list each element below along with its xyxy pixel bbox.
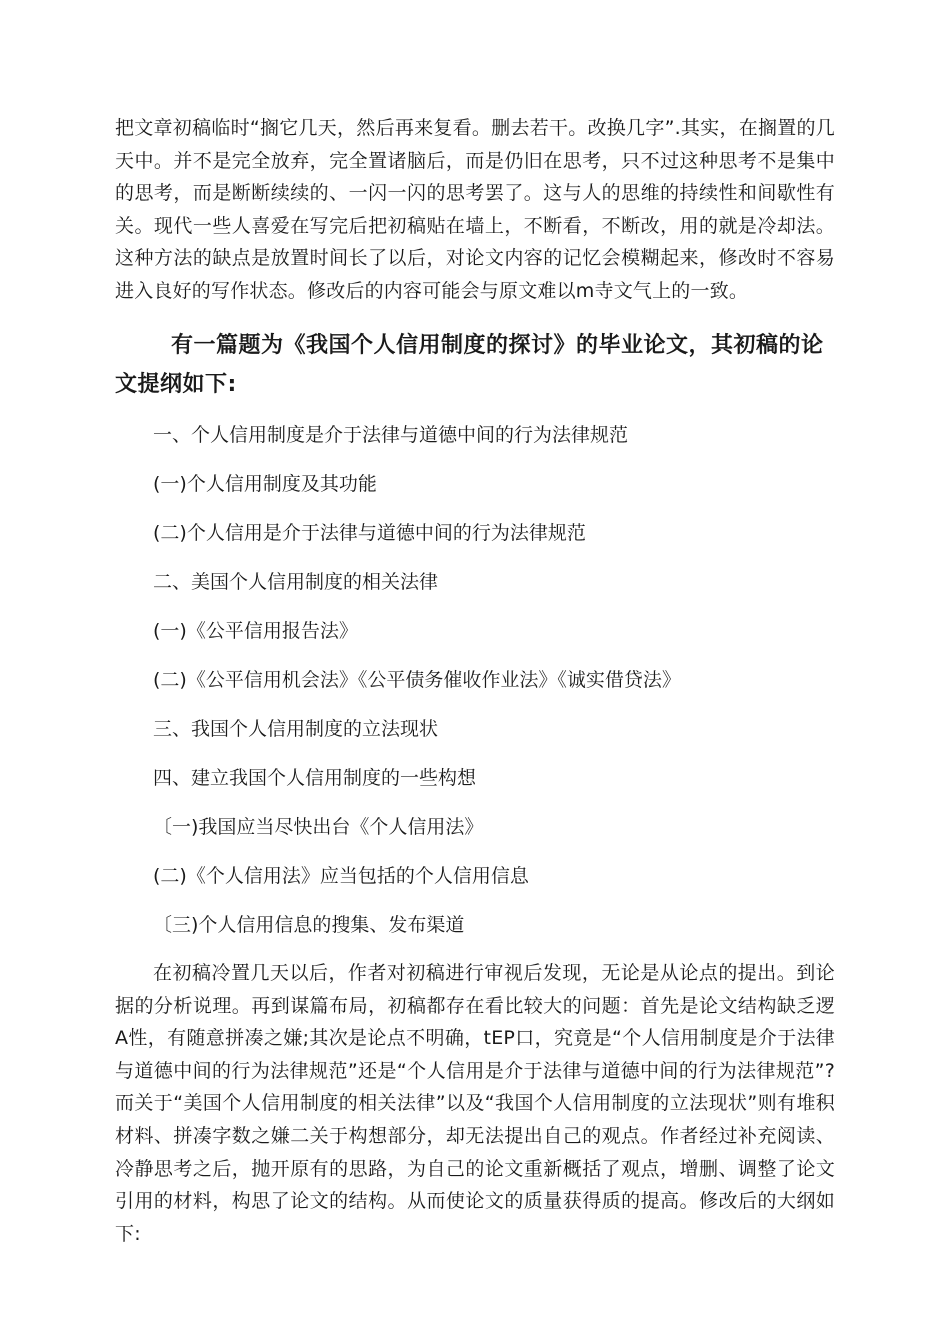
section-heading: 有一篇题为《我国个人信用制度的探讨》的毕业论文，其初稿的论文提纲如下:: [115, 333, 824, 397]
outline-item-1-1: (一)个人信用制度及其功能: [153, 473, 377, 495]
outline-item-2-2: (二)《公平信用机会法》《公平债务催收作业法》《诚实借贷法》: [153, 669, 681, 691]
outline-item-1-2: (二)个人信用是介于法律与道德中间的行为法律规范: [153, 522, 586, 544]
outline-item-4-2: (二)《个人信用法》应当包括的个人信用信息: [153, 865, 529, 887]
intro-paragraph: 把文章初稿临时“搁它几天，然后再来复看。删去若干。改换几字”.其实，在搁置的几天中。并不是完全放弃，完全置诸脑后，而是仍旧在思考，只不过这种思考不是集中的思考，而是断断续续的、一闪一闪的思考罢了。这与人的思维的持续性和间歇性有关。现代一些人喜爱在写完后把初稿贴在墙上，不断看，不断改，用的就是冷却法。这种方法的缺点是放置时间长了以后，对论文内容的记忆会模糊起来，修改时不容易进入良好的写作状态。修改后的内容可能会与原文难以m寺文气上的一致。: [115, 117, 835, 302]
outline-item-3: 三、我国个人信用制度的立法现状: [153, 718, 439, 740]
outline-item-1: 一、个人信用制度是介于法律与道德中间的行为法律规范: [153, 424, 629, 446]
outline-item-2: 二、美国个人信用制度的相关法律: [153, 571, 439, 593]
closing-paragraph: 在初稿冷置几天以后，作者对初稿进行审视后发现，无论是从论点的提出。到论据的分析说理。再到谋篇布局，初稿都存在看比较大的问题：首先是论文结构缺乏逻A性，有随意拼凑之嫌;其次是论点不明确，tEP口，究竟是“个人信用制度是介于法律与道德中间的行为法律规范”还是“个人信用是介于法律与道德中间的行为法律规范”?而关于“美国个人信用制度的相关法律”以及“我国个人信用制度的立法现状”则有堆积材料、拼凑字数之嫌二关于构想部分，却无法提出自己的观点。作者经过补充阅读、冷静思考之后，抛开原有的思路，为自己的论文重新概括了观点，增删、调整了论文引用的材料，构思了论文的结构。从而使论文的质量获得质的提高。修改后的大纲如下:: [115, 962, 835, 1245]
outline-item-4-3: 〔三)个人信用信息的搜集、发布渠道: [153, 914, 465, 936]
outline-item-4-1: 〔一)我国应当尽快出台《个人信用法》: [153, 816, 484, 838]
outline-item-4: 四、建立我国个人信用制度的一些构想: [153, 767, 477, 789]
outline-item-2-1: (一)《公平信用报告法》: [153, 620, 358, 642]
